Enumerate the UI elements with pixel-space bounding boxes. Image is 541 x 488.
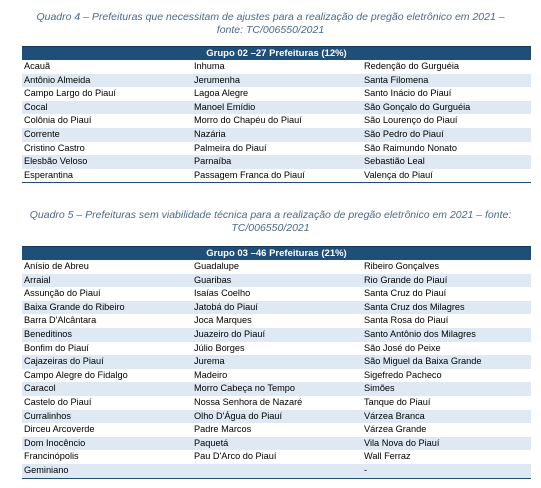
table-row (22, 128, 531, 142)
table-row (22, 155, 531, 169)
table-cell: Jerumenha (194, 74, 240, 85)
table-cell: Curralinhos (24, 410, 71, 421)
table-cell: Cocal (24, 101, 48, 112)
table-cell: Sebastião Leal (364, 156, 425, 167)
table-cell: Campo Largo do Piauí (24, 88, 116, 99)
table-cell: Colônia do Piauí (24, 115, 92, 126)
table-cell: Guadalupe (194, 261, 239, 271)
table-row (22, 169, 531, 184)
table-cell: Bonfim do Piauí (24, 342, 89, 353)
table-row (22, 328, 531, 342)
table-cell: Pau D'Arco do Piauí (194, 451, 277, 462)
table-cell: Guaribas (194, 274, 232, 285)
table-cell: São Pedro do Piauí (364, 128, 444, 139)
table-cell: Tanque do Piauí (364, 396, 431, 407)
table-cell: Santa Cruz dos Milagres (364, 301, 465, 312)
table-row (22, 396, 531, 410)
table-cell: Inhuma (194, 61, 225, 71)
table-cell: Ribeiro Gonçalves (364, 261, 440, 271)
table-cell: Santa Rosa do Piauí (364, 315, 449, 326)
table-cell: Corrente (24, 128, 60, 139)
quadro5-table-header: Grupo 03 –46 Prefeituras (21%) (22, 246, 531, 260)
table-cell: Jurema (194, 356, 225, 367)
table-row (22, 355, 531, 369)
table-cell: Jatobá do Piauí (194, 301, 258, 312)
quadro4-caption-line2: fonte: TC/006550/2021 (216, 24, 325, 36)
table-cell: Santo Inácio do Piauí (364, 88, 452, 99)
table-row (22, 314, 531, 328)
table-cell: Geminiano (24, 464, 69, 475)
table-row (22, 410, 531, 424)
table-row (22, 60, 531, 74)
table-cell: Vila Nova do Piauí (364, 437, 440, 448)
table-row (22, 274, 531, 288)
table-cell: Valença do Piauí (364, 169, 433, 180)
quadro4-caption-line1: Quadro 4 – Prefeituras que necessitam de ajustes para a realização de pregão eletrônico em 2021 – (36, 11, 505, 23)
table-cell: Lagoa Alegre (194, 88, 249, 99)
table-row (22, 287, 531, 301)
table-cell: Sigefredo Pacheco (364, 369, 442, 380)
quadro5-table (22, 246, 531, 479)
table-cell: Isaías Coelho (194, 288, 251, 299)
table-cell: Juazeiro do Piauí (194, 328, 265, 339)
table-cell: Olho D'Água do Piauí (194, 410, 283, 421)
table-cell: - (364, 464, 368, 475)
table-row (22, 450, 531, 464)
table-cell: Palmeira do Piauí (194, 142, 267, 153)
table-cell: Elesbão Veloso (24, 156, 88, 167)
table-cell: Parnaíba (194, 156, 232, 167)
table-cell: São Miguel da Baixa Grande (364, 356, 482, 367)
table-cell: Morro Cabeça no Tempo (194, 383, 295, 394)
table-cell: Barra D'Alcântara (24, 315, 97, 326)
quadro5-caption-line2: TC/006550/2021 (231, 222, 310, 234)
table-row (22, 423, 531, 437)
table-cell: Arraial (24, 274, 51, 285)
table-cell: São Gonçalo do Gurguéia (364, 101, 471, 112)
table-cell: Madeiro (194, 369, 228, 380)
table-row (22, 260, 531, 274)
quadro4-table (22, 46, 531, 183)
table-cell: São Raimundo Nonato (364, 142, 457, 153)
table-cell: Baixa Grande do Ribeiro (24, 301, 125, 312)
quadro5-caption (0, 209, 541, 235)
table-cell: Redenção do Gurguéia (364, 61, 460, 71)
table-row (22, 464, 531, 479)
table-cell: Esperantina (24, 169, 74, 180)
table-cell: Castelo do Piauí (24, 396, 92, 407)
table-cell: Santo Antônio dos Milagres (364, 328, 476, 339)
table-cell: Manoel Emídio (194, 101, 256, 112)
table-cell: Dom Inocêncio (24, 437, 86, 448)
table-row (22, 101, 531, 115)
table-cell: Rio Grande do Piauí (364, 274, 448, 285)
table-cell: Nossa Senhora de Nazaré (194, 396, 303, 407)
table-cell: Santa Cruz do Piauí (364, 288, 447, 299)
quadro4-caption (0, 11, 541, 37)
table-cell: Wall Ferraz (364, 451, 411, 462)
table-row (22, 342, 531, 356)
table-row (22, 301, 531, 315)
table-cell: Paquetá (194, 437, 229, 448)
table-cell: Campo Alegre do Fidalgo (24, 369, 128, 380)
table-cell: Francinópolis (24, 451, 79, 462)
table-cell: Beneditinos (24, 328, 73, 339)
table-cell: Júlio Borges (194, 342, 245, 353)
table-cell: Várzea Branca (364, 410, 425, 421)
table-cell: Caracol (24, 383, 56, 394)
table-cell: Padre Marcos (194, 424, 252, 435)
table-row (22, 87, 531, 101)
table-cell: Acauã (24, 61, 51, 71)
table-row (22, 382, 531, 396)
table-cell: Dirceu Arcoverde (24, 424, 95, 435)
quadro4-table-header: Grupo 02 –27 Prefeituras (12%) (22, 46, 531, 60)
quadro5-caption-line1: Quadro 5 – Prefeituras sem viabilidade técnica para a realização de pregão eletrônico em 2021 – fonte: (29, 209, 512, 221)
table-row (22, 74, 531, 88)
table-cell: Passagem Franca do Piauí (194, 169, 305, 180)
table-row (22, 114, 531, 128)
table-cell: Antônio Almeida (24, 74, 91, 85)
table-cell: São Lourenço do Piauí (364, 115, 458, 126)
table-cell: Cajazeiras do Piauí (24, 356, 104, 367)
table-cell (194, 464, 364, 478)
table-cell: Simões (364, 383, 395, 394)
table-cell: Anísio de Abreu (24, 261, 89, 271)
table-cell: São José do Peixe (364, 342, 441, 353)
table-cell: Várzea Grande (364, 424, 427, 435)
table-cell: Assunção do Piauí (24, 288, 101, 299)
table-row (22, 437, 531, 451)
table-cell: Morro do Chapéu do Piauí (194, 115, 302, 126)
table-cell: Cristino Castro (24, 142, 85, 153)
table-row (22, 369, 531, 383)
table-row (22, 142, 531, 156)
table-cell: Santa Filomena (364, 74, 429, 85)
table-cell: Joca Marques (194, 315, 252, 326)
table-cell: Nazária (194, 128, 226, 139)
